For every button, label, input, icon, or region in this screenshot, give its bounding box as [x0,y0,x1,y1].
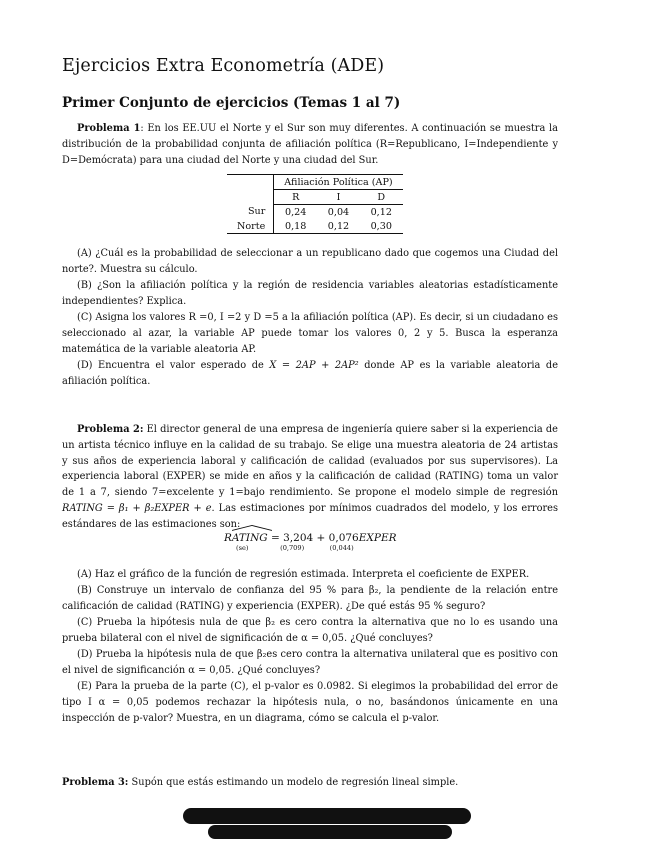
table-cell: 0,12 [317,219,360,234]
redaction-mark [183,808,471,824]
table-cell: 0,18 [274,219,317,234]
redaction-mark [208,825,452,839]
equation-variable: EXPER [358,532,397,544]
table-col-header: R [274,190,317,205]
problem1-intro-text: : En los EE.UU el Norte y el Sur son muy diferentes. A continuación se muestra la distribución de la probabilidad conjunta de afiliación política (R=Republicano, I=Independiente y D=Demócrata) para una ciudad del Norte y una ciudad del Sur. [62,123,559,166]
problem2-question-c: (C) Prueba la hipótesis nula de que β₂ es cero contra la alternativa que no lo es usando una prueba bilateral con el nivel de significación de α = 0,05. ¿Qué concluyes? [62,617,558,644]
table-row-label: Norte [227,219,274,234]
estimated-equation: RATING (se) = 3,204 (0,709) + 0,076 (0,044) EXPER [224,532,397,544]
table-row [227,219,403,234]
problem2-intro: Problema 2: El director general de una empresa de ingeniería quiere saber si la experiencia de un artista técnico influye en la calidad de su trabajo. Se elige una muestra aleatoria de 24 artistas y sus años de experiencia laboral y calificación de calidad (evaluados por sus supervisores). La experiencia laboral (EXPER) se mide en años y la calificación de calidad (RATING) toma un valor de 1 a 7, siendo 7=excelente y 1=bajo rendimiento. Se propone el modelo simple de regresión RATING = β₁ + β₂EXPER + e. Las estimaciones por mínimos cuadrados del modelo, y los errores estándares de las estimaciones son: [62,424,558,530]
se-slope: (0,044) [329,544,354,552]
table-col-header: D [360,190,403,205]
problem1-question-b: (B) ¿Son la afiliación política y la región de residencia variables aleatorias estadísticamente independientes? Explica. [62,280,558,307]
problem3-label: Problema 3: [62,777,129,788]
table-row-label: Sur [247,206,266,218]
equation-lhs: RATING (se) [224,532,268,544]
expectation-formula: X = 2AP + 2AP² [269,360,359,371]
document-title: Ejercicios Extra Econometría (ADE) [62,56,385,76]
hat-accent-icon [232,525,272,531]
table-cell: 0,30 [360,219,403,234]
problem1-question-c: (C) Asigna los valores R =0, I =2 y D =5 a la afiliación política (AP). Es decir, si un ciudadano es seleccionado al azar, la variable AP puede tomar los valores 0, 2 y 5. Busca la esperanza matemática de la variable aleatoria AP. [62,312,558,355]
equation-intercept: 3,204 (0,709) [280,532,314,552]
problem1-label: Problema 1 [77,123,141,134]
table-row [227,205,403,220]
table-col-header: I [317,190,360,205]
table-cell: 0,04 [327,206,350,218]
joint-probability-table [227,174,403,234]
table-group-header: Afiliación Política (AP) [274,175,403,190]
se-intercept: (0,709) [280,544,305,552]
se-label: (se) [236,544,249,552]
table-cell: 0,12 [370,206,392,218]
equation-slope: 0,076 (0,044) [328,532,359,552]
table-cell: 0,24 [274,205,317,220]
regression-model: RATING = β₁ + β₂EXPER + e [62,502,212,514]
problem2-question-a: (A) Haz el gráfico de la función de regresión estimada. Interpreta el coeficiente de EXPER. [77,569,530,580]
problem2-question-b: (B) Construye un intervalo de confianza del 95 % para β₂, la pendiente de la relación entre calificación de calidad (RATING) y experiencia (EXPER). ¿De qué estás 95 % seguro? [62,585,558,612]
problem3-statement: Problema 3: Supón que estás estimando un modelo de regresión lineal simple. [62,777,459,788]
problem2-question-e: (E) Para la prueba de la parte (C), el p-valor es 0.0982. Si elegimos la probabilidad del error de tipo I α = 0,05 podemos rechazar la hipótesis nula, o no, basándonos únicamente en una inspección de p-valor? Muestra, en un diagrama, cómo se calcula el p-valor. [62,681,558,724]
problem1-question-a: (A) ¿Cuál es la probabilidad de seleccionar a un republicano dado que cogemos una Ciudad del norte?. Muestra su cálculo. [62,248,558,275]
problem1-intro [62,121,558,168]
problem1-question-d: (D) Encuentra el valor esperado de X = 2AP + 2AP² donde AP es la variable aleatoria de afiliación política. [62,360,558,387]
problem2-label: Problema 2: [77,424,144,435]
section-title: Primer Conjunto de ejercicios (Temas 1 al 7) [62,95,401,111]
problem2-question-d: (D) Prueba la hipótesis nula de que β₂es cero contra la alternativa unilateral que es positivo con el nivel de significanción α = 0,05. ¿Qué concluyes? [62,649,558,676]
